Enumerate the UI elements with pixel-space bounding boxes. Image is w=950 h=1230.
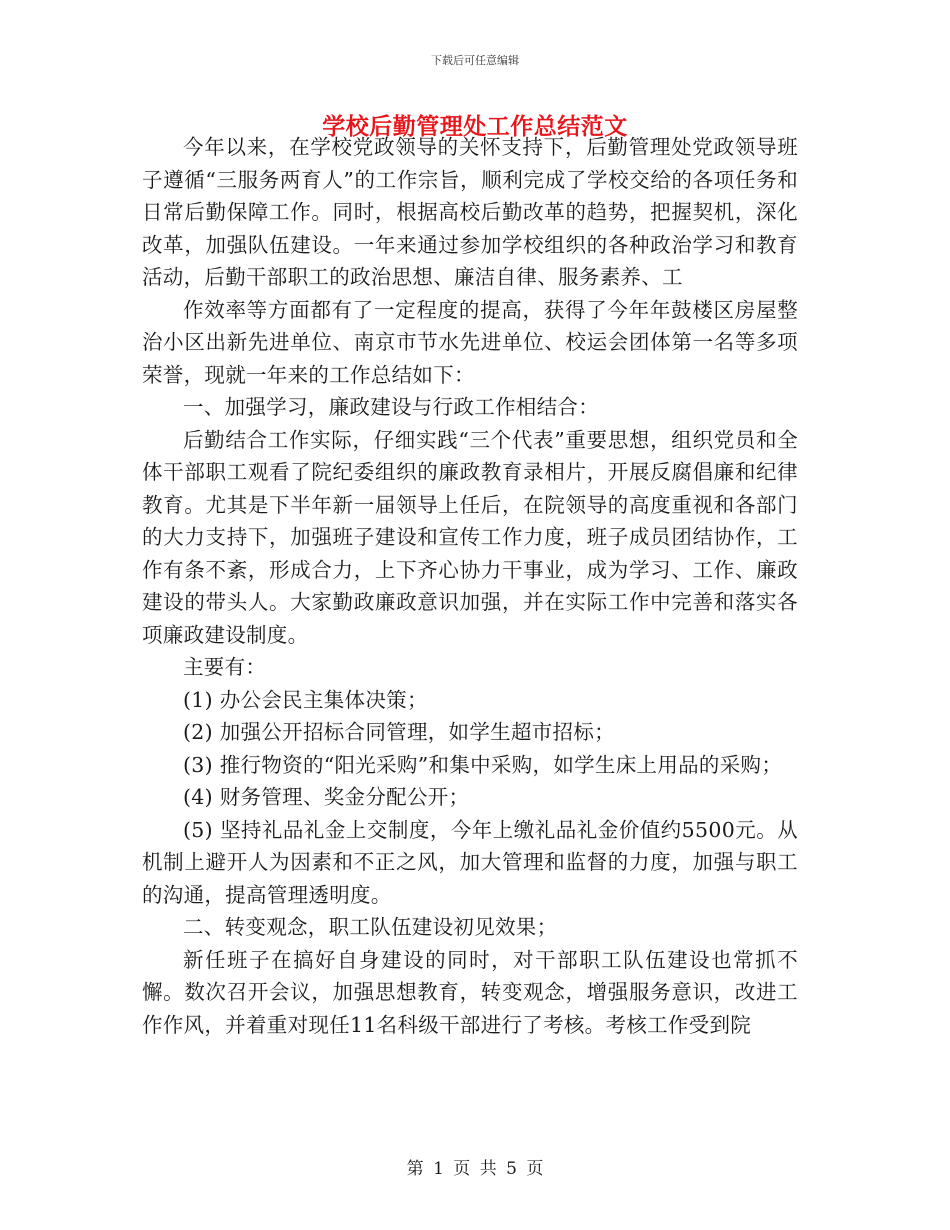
section-heading-2: 二、转变观念，职工队伍建设初见效果； — [183, 915, 558, 939]
list-item-4: (4) 财务管理、奖金分配公开； — [183, 785, 470, 809]
list-item-1: (1) 办公会民主集体决策； — [183, 687, 428, 712]
paragraph-achievements: 作效率等方面都有了一定程度的提高，获得了今年年鼓楼区房屋整治小区出新先进单位、南京市节水先进单位、校运会团体第一名等多项荣誉，现就一年来的工作总结如下： — [142, 297, 798, 387]
paragraph-intro: 今年以来，在学校党政领导的关怀支持下，后勤管理处党政领导班子遵循“三服务两育人”的工作宗旨，顺利完成了学校交给的各项任务和日常后勤保障工作。同时，根据高校后勤改革的趋势，把握契机，深化改革，加强队伍建设。一年来通过参加学校组织的各种政治学习和教育活动，后勤干部职工的政治思想、廉洁自律、服务素养、工 — [142, 135, 798, 289]
document-body — [142, 131, 798, 1041]
paragraph-section-2: 新任班子在搞好自身建设的同时，对干部职工队伍建设也常抓不懈。数次召开会议，加强思想教育，转变观念，增强服务意识，改进工作作风，并着重对现任11名科级干部进行了考核。考核工作受到院 — [142, 947, 798, 1037]
section-heading-1: 一、加强学习，廉政建设与行政工作相结合： — [183, 395, 599, 419]
list-intro: 主要有： — [183, 655, 267, 679]
page-footer: 第 1 页 共 5 页 — [406, 1159, 544, 1179]
list-item-3: (3) 推行物资的“阳光采购”和集中采购，如学生床上用品的采购； — [183, 752, 783, 777]
document-title: 学校后勤管理处工作总结范文 — [322, 113, 628, 140]
list-item-5: (5) 坚持礼品礼金上交制度，今年上缴礼品礼金价值约5500元。从机制上避开人为因素和不正之风，加大管理和监督的力度，加强与职工的沟通，提高管理透明度。 — [142, 817, 798, 907]
header-note: 下载后可任意编辑 — [431, 54, 519, 67]
list-item-2: (2) 加强公开招标合同管理，如学生超市招标； — [183, 720, 615, 744]
paragraph-section-1: 后勤结合工作实际，仔细实践“三个代表”重要思想，组织党员和全体干部职工观看了院纪委组织的廉政教育录相片，开展反腐倡廉和纪律教育。尤其是下半年新一届领导上任后，在院领导的高度重视和各部门的大力支持下，加强班子建设和宣传工作力度，班子成员团结协作，工作有条不紊，形成合力，上下齐心协力干事业，成为学习、工作、廉政建设的带头人。大家勤政廉政意识加强，并在实际工作中完善和落实各项廉政建设制度。 — [142, 427, 798, 647]
